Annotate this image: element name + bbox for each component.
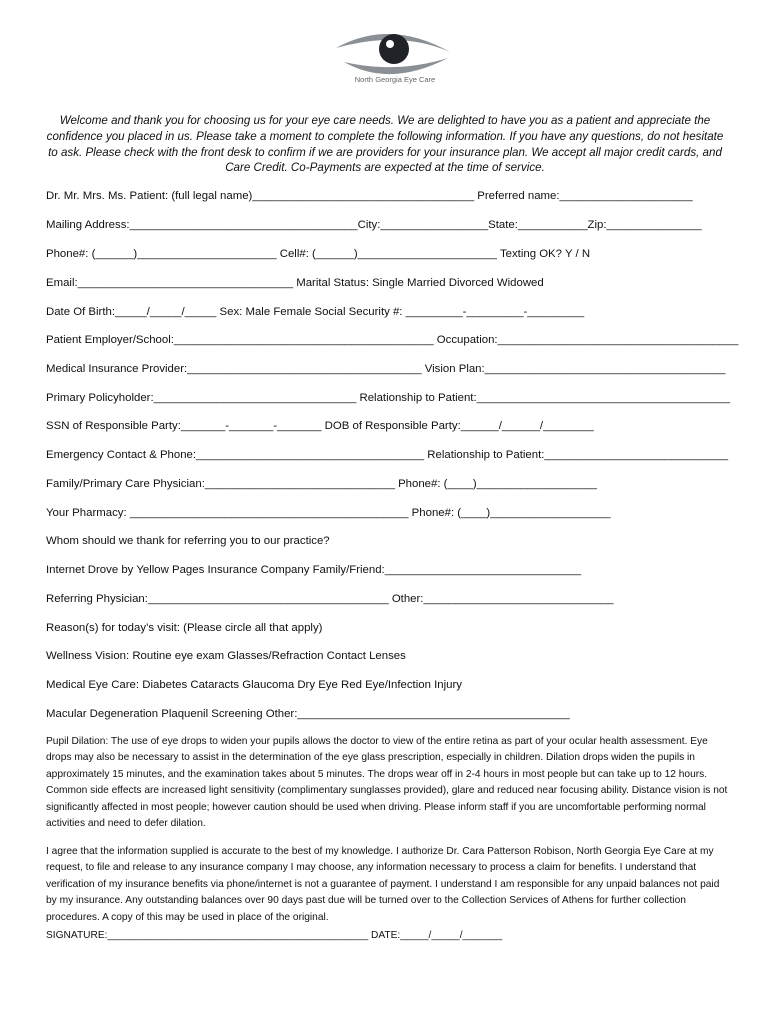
referral-options[interactable]: Internet Drove by Yellow Pages Insurance Company Family/Friend:_______________________________ — [46, 564, 582, 576]
patient-name-field[interactable]: Dr. Mr. Mrs. Ms. Patient: (full legal name)___________________________________ Preferred name:_____________________ — [46, 190, 693, 202]
agreement-text: I agree that the information supplied is accurate to the best of my knowledge. I authorize Dr. Cara Patterson Robison, North Georgia Eye Care at my request, to file and release to any insurance company I may choose, any information necessary to process a claim for benefits. I understand that verification of my insurance benefits via phone/internet is not a guarantee of payment. I understand I am responsible for any unpaid balances not paid by my insurance. Any outstanding balances over 90 days past due will be turned over to the Collection Services of Athens for further collection procedures. A copy of this may be used in place of the original. — [46, 846, 720, 923]
intro-text: Welcome and thank you for choosing us for your eye care needs. We are delighted to have you as a patient and appreciate the confidence you placed in us. Please take a moment to complete the following information. If you have any questions, do not hesitate to ask. Please check with the front desk to confirm if we are providers for your insurance plan. We accept all major credit cards, and Care Credit. Co-Payments are expected at the time of service. — [46, 114, 724, 175]
referral-question: Whom should we thank for referring you to our practice? — [46, 535, 330, 547]
phone-field[interactable]: Phone#: (______)______________________ Cell#: (______)______________________ Texting OK? Y / N — [46, 248, 591, 260]
dob-sex-ssn-field[interactable]: Date Of Birth:_____/_____/_____ Sex: Male Female Social Security #: _________-_________-_________ — [46, 306, 585, 318]
signature-date-line[interactable]: SIGNATURE:______________________________________________ DATE:_____/_____/_______ — [46, 930, 503, 941]
medical-eye-care-options[interactable]: Medical Eye Care: Diabetes Cataracts Glaucoma Dry Eye Red Eye/Infection Injury — [46, 679, 462, 691]
ssn-responsible-field[interactable]: SSN of Responsible Party:_______-_______-_______ DOB of Responsible Party:______/______/________ — [46, 420, 594, 432]
other-visit-options[interactable]: Macular Degeneration Plaquenil Screening Other:___________________________________________ — [46, 708, 570, 720]
employer-field[interactable]: Patient Employer/School:_________________________________________ Occupation:______________________________________ — [46, 334, 739, 346]
logo-text: North Georgia Eye Care — [354, 75, 436, 84]
physician-field[interactable]: Family/Primary Care Physician:______________________________ Phone#: (____)___________________ — [46, 478, 597, 490]
email-field[interactable]: Email:__________________________________ Marital Status: Single Married Divorced Widowed — [46, 277, 544, 289]
visit-reasons-heading: Reason(s) for today’s visit: (Please circle all that apply) — [46, 622, 323, 634]
wellness-options[interactable]: Wellness Vision: Routine eye exam Glasses/Refraction Contact Lenses — [46, 650, 406, 662]
dilation-notice: Pupil Dilation: The use of eye drops to widen your pupils allows the doctor to view of the entire retina as part of your ocular health assessment. Eye drops may also be necessary to assist in the determination of the eye glass prescription, especially in children. Dilation drops widen the pupils in approximately 15 minutes, and the examination takes about 5 minutes. The drops wear off in 2-4 hours in most people but can take up to 12 hours. Common side effects are increased light sensitivity (complimentary sunglasses provided), glare and reduced near focusing ability. Distance vision is not significantly affected in most people; however caution should be used when driving. Please inform staff if you are uncomfortable performing normal activities and need to defer dilation. — [46, 736, 728, 830]
policyholder-field[interactable]: Primary Policyholder:________________________________ Relationship to Patient:________________________________________ — [46, 392, 731, 404]
insurance-field[interactable]: Medical Insurance Provider:_____________________________________ Vision Plan:______________________________________ — [46, 363, 726, 375]
emergency-contact-field[interactable]: Emergency Contact & Phone:____________________________________ Relationship to Patient:_____________________________ — [46, 449, 729, 461]
pharmacy-field[interactable]: Your Pharmacy: ____________________________________________ Phone#: (____)___________________ — [46, 507, 611, 519]
referring-physician-field[interactable]: Referring Physician:______________________________________ Other:______________________________ — [46, 593, 614, 605]
mailing-address-field[interactable]: Mailing Address:____________________________________City:_________________State:___________Zip:_______________ — [46, 219, 702, 231]
